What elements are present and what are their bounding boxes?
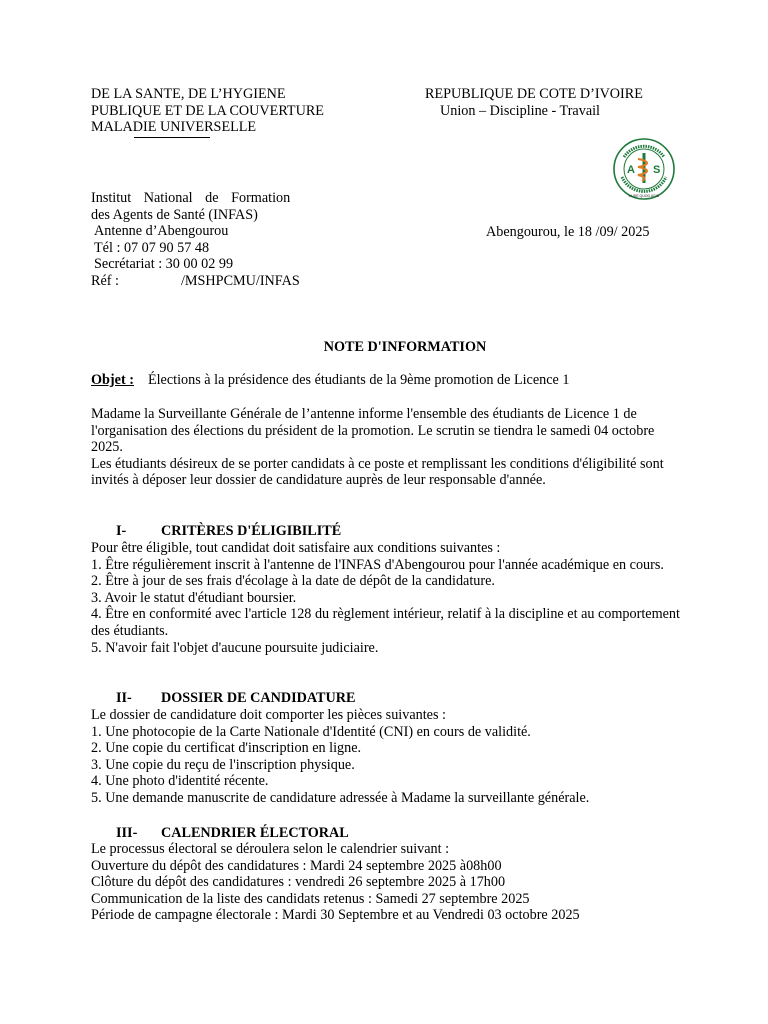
infas-logo xyxy=(612,137,676,201)
section-number: I- xyxy=(116,523,127,539)
calendar-item: Clôture du dépôt des candidatures : vendredi 26 septembre 2025 à 17h00 xyxy=(91,874,506,891)
section-number: III- xyxy=(116,825,138,841)
svg-text:S: S xyxy=(653,164,661,176)
intro-paragraph: Madame la Surveillante Générale de l’antenne informe l'ensemble des étudiants de Licence 1 de l'organisation des élections du président de la promotion. Le scrutin se tiendra le samedi 04 octobre 2025. xyxy=(91,406,655,456)
list-item: 4. Être en conformité avec l'article 128 du règlement intérieur, relatif à la discipline et au comportement des étudiants. xyxy=(91,606,680,639)
section-body xyxy=(91,841,681,924)
svg-text:A: A xyxy=(627,164,635,176)
reference-value: /MSHPCMU/INFAS xyxy=(180,272,300,289)
ministry-line: DE LA SANTE, DE L’HYGIENE xyxy=(91,86,286,102)
ministry-line: PUBLIQUE ET DE LA COUVERTURE xyxy=(91,102,324,119)
intro-text xyxy=(91,406,681,489)
reference-line xyxy=(91,273,300,290)
list-item: 3. Une copie du reçu de l'inscription physique. xyxy=(91,756,355,773)
intro-paragraph: Les étudiants désireux de se porter candidats à ce poste et remplissant les conditions d'éligibilité sont invités à déposer leur dossier de candidature auprès de leur responsable d'année. xyxy=(91,455,664,489)
logo-inscription: AUDE QUOD AGIS xyxy=(628,194,660,198)
ministry-line: MALADIE UNIVERSELLE xyxy=(91,119,257,136)
institute-line: des Agents de Santé (INFAS) xyxy=(91,206,258,223)
reference-label: Réf : xyxy=(91,272,119,289)
list-item: 2. Être à jour de ses frais d'écolage à la date de dépôt de la candidature. xyxy=(91,573,495,590)
section-lead: Le processus électoral se déroulera selon le calendrier suivant : xyxy=(91,841,450,857)
section-heading xyxy=(116,523,341,540)
section-title: CRITÈRES D'ÉLIGIBILITÉ xyxy=(161,523,342,539)
ministry-block xyxy=(91,86,324,136)
dateline: Abengourou, le 18 /09/ 2025 xyxy=(486,224,650,240)
institute-line: Antenne d’Abengourou xyxy=(94,223,229,240)
section-heading xyxy=(116,825,349,842)
section-number: II- xyxy=(116,690,132,706)
list-item: 1. Être régulièrement inscrit à l'antenne de l'INFAS d'Abengourou pour l'année académique en cours. xyxy=(91,556,664,573)
list-item: 4. Une photo d'identité récente. xyxy=(91,773,269,790)
subject-text: Élections à la présidence des étudiants de la 9ème promotion de Licence 1 xyxy=(147,372,570,388)
section-title: CALENDRIER ÉLECTORAL xyxy=(161,825,349,841)
calendar-item: Période de campagne électorale : Mardi 30 Septembre et au Vendredi 03 octobre 2025 xyxy=(91,907,580,924)
section-title: DOSSIER DE CANDIDATURE xyxy=(161,690,356,706)
list-item: 5. N'avoir fait l'objet d'aucune poursuite judiciaire. xyxy=(91,639,379,656)
calendar-item: Communication de la liste des candidats retenus : Samedi 27 septembre 2025 xyxy=(91,890,530,907)
subject-line xyxy=(91,372,569,389)
institute-phone: Tél : 07 07 90 57 48 xyxy=(94,239,210,256)
institute-line: Institut National de Formation xyxy=(91,190,291,206)
republic-name: REPUBLIQUE DE COTE D’IVOIRE xyxy=(425,86,643,102)
list-item: 2. Une copie du certificat d'inscription en ligne. xyxy=(91,740,362,757)
institute-block xyxy=(91,190,300,290)
subject-label: Objet : xyxy=(91,372,134,388)
list-item: 5. Une demande manuscrite de candidature adressée à Madame la surveillante générale. xyxy=(91,789,590,806)
section-body xyxy=(91,707,681,807)
section-lead: Pour être éligible, tout candidat doit satisfaire aux conditions suivantes : xyxy=(91,540,501,556)
list-item: 1. Une photocopie de la Carte Nationale d'Identité (CNI) en cours de validité. xyxy=(91,723,531,740)
section-lead: Le dossier de candidature doit comporter les pièces suivantes : xyxy=(91,707,446,723)
republic-motto: Union – Discipline - Travail xyxy=(440,102,600,119)
institute-secretariat: Secrétariat : 30 00 02 99 xyxy=(94,256,234,273)
ministry-divider xyxy=(134,137,210,138)
list-item: 3. Avoir le statut d'étudiant boursier. xyxy=(91,589,297,606)
document-title: NOTE D'INFORMATION xyxy=(323,339,487,355)
republic-block xyxy=(425,86,643,119)
section-heading xyxy=(116,690,355,707)
section-body xyxy=(91,540,681,656)
calendar-item: Ouverture du dépôt des candidatures : Mardi 24 septembre 2025 à08h00 xyxy=(91,857,502,874)
